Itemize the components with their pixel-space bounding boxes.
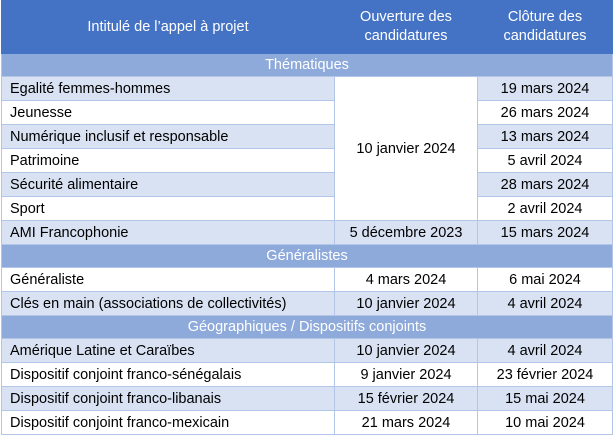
row-opening: 21 mars 2024 — [335, 411, 478, 435]
row-title: Amérique Latine et Caraïbes — [2, 339, 335, 363]
section-title: Thématiques — [2, 54, 613, 77]
section-header-thematiques — [2, 54, 613, 77]
row-opening: 10 janvier 2024 — [335, 339, 478, 363]
table-row — [2, 125, 613, 149]
table-row — [2, 77, 613, 101]
table-row — [2, 101, 613, 125]
row-title: Numérique inclusif et responsable — [2, 125, 335, 149]
row-opening: 10 janvier 2024 — [335, 292, 478, 316]
section-header-generalistes — [2, 245, 613, 268]
table-row — [2, 292, 613, 316]
row-closing: 19 mars 2024 — [478, 77, 613, 101]
row-closing: 28 mars 2024 — [478, 173, 613, 197]
row-title: Patrimoine — [2, 149, 335, 173]
table-row — [2, 411, 613, 435]
row-title: Sport — [2, 197, 335, 221]
table-row — [2, 221, 613, 245]
row-closing: 23 février 2024 — [478, 363, 613, 387]
row-title: Sécurité alimentaire — [2, 173, 335, 197]
row-opening: 9 janvier 2024 — [335, 363, 478, 387]
row-closing: 13 mars 2024 — [478, 125, 613, 149]
table-row — [2, 197, 613, 221]
row-closing: 5 avril 2024 — [478, 149, 613, 173]
table-row — [2, 173, 613, 197]
row-title: Clés en main (associations de collectivités) — [2, 292, 335, 316]
row-closing: 2 avril 2024 — [478, 197, 613, 221]
row-title: Dispositif conjoint franco-libanais — [2, 387, 335, 411]
section-header-geographiques — [2, 316, 613, 339]
row-title: Jeunesse — [2, 101, 335, 125]
merged-opening-date: 10 janvier 2024 — [335, 77, 478, 221]
table-row — [2, 363, 613, 387]
table-row — [2, 268, 613, 292]
row-closing: 10 mai 2024 — [478, 411, 613, 435]
table-row — [2, 339, 613, 363]
section-title: Géographiques / Dispositifs conjoints — [2, 316, 613, 339]
header-opening: Ouverture des candidatures — [335, 1, 478, 54]
row-title: Dispositif conjoint franco-mexicain — [2, 411, 335, 435]
row-title: Dispositif conjoint franco-sénégalais — [2, 363, 335, 387]
row-closing: 15 mai 2024 — [478, 387, 613, 411]
row-title: Généraliste — [2, 268, 335, 292]
row-opening: 4 mars 2024 — [335, 268, 478, 292]
row-opening: 15 février 2024 — [335, 387, 478, 411]
header-title: Intitulé de l’appel à projet — [2, 1, 335, 54]
table-row — [2, 149, 613, 173]
header-row — [2, 1, 613, 54]
row-closing: 4 avril 2024 — [478, 339, 613, 363]
row-closing: 4 avril 2024 — [478, 292, 613, 316]
row-closing: 6 mai 2024 — [478, 268, 613, 292]
row-title: AMI Francophonie — [2, 221, 335, 245]
row-closing: 26 mars 2024 — [478, 101, 613, 125]
row-closing: 15 mars 2024 — [478, 221, 613, 245]
calls-for-projects-table — [1, 0, 613, 435]
row-opening: 5 décembre 2023 — [335, 221, 478, 245]
header-closing: Clôture des candidatures — [478, 1, 613, 54]
row-title: Egalité femmes-hommes — [2, 77, 335, 101]
table-row — [2, 387, 613, 411]
section-title: Généralistes — [2, 245, 613, 268]
